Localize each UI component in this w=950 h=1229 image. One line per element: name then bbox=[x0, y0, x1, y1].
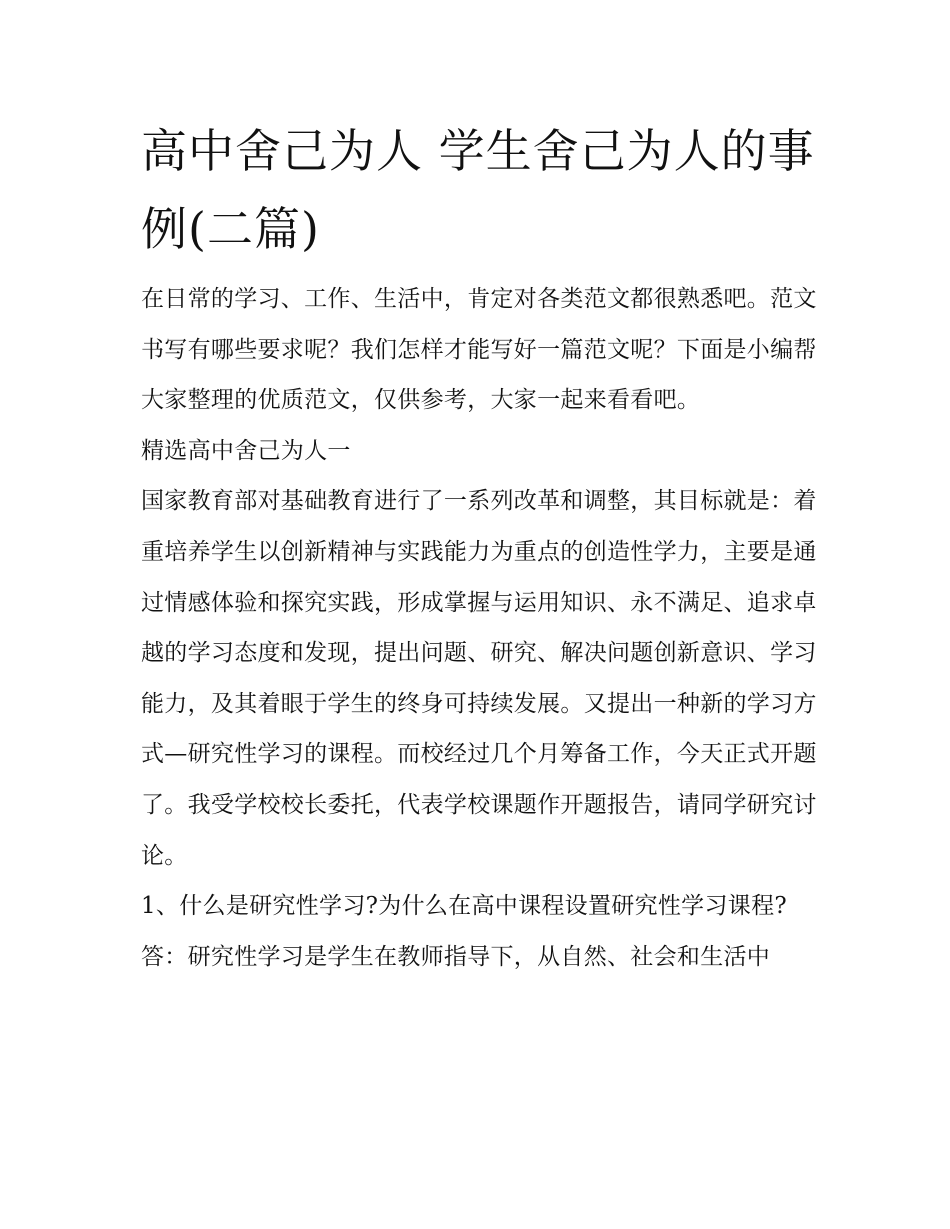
document-title: 高中舍己为人 学生舍己为人的事例(二篇) bbox=[141, 124, 815, 256]
answer-paragraph: 答：研究性学习是学生在教师指导下，从自然、社会和生活中 bbox=[141, 943, 771, 970]
question-paragraph: 1、什么是研究性学习?为什么在高中课程设置研究性学习课程? bbox=[141, 893, 787, 920]
intro-paragraph: 在日常的学习、工作、生活中，肯定对各类范文都很熟悉吧。范文书写有哪些要求呢？我们怎样才能写好一篇范文呢？下面是小编帮大家整理的优质范文，仅供参考，大家一起来看看吧。 bbox=[141, 286, 817, 414]
body-paragraph: 国家教育部对基础教育进行了一系列改革和调整，其目标就是：着重培养学生以创新精神与实践能力为重点的创造性学力，主要是通过情感体验和探究实践，形成掌握与运用知识、永不满足、追求卓越的学习态度和发现，提出问题、研究、解决问题创新意识、学习能力，及其着眼于学生的终身可持续发展。又提出一种新的学习方式—研究性学习的课程。而校经过几个月筹备工作，今天正式开题了。我受学校校长委托，代表学校课题作开题报告，请同学研究讨论。 bbox=[141, 488, 817, 869]
document-body bbox=[141, 112, 821, 982]
section-heading: 精选高中舍己为人一 bbox=[141, 437, 351, 464]
